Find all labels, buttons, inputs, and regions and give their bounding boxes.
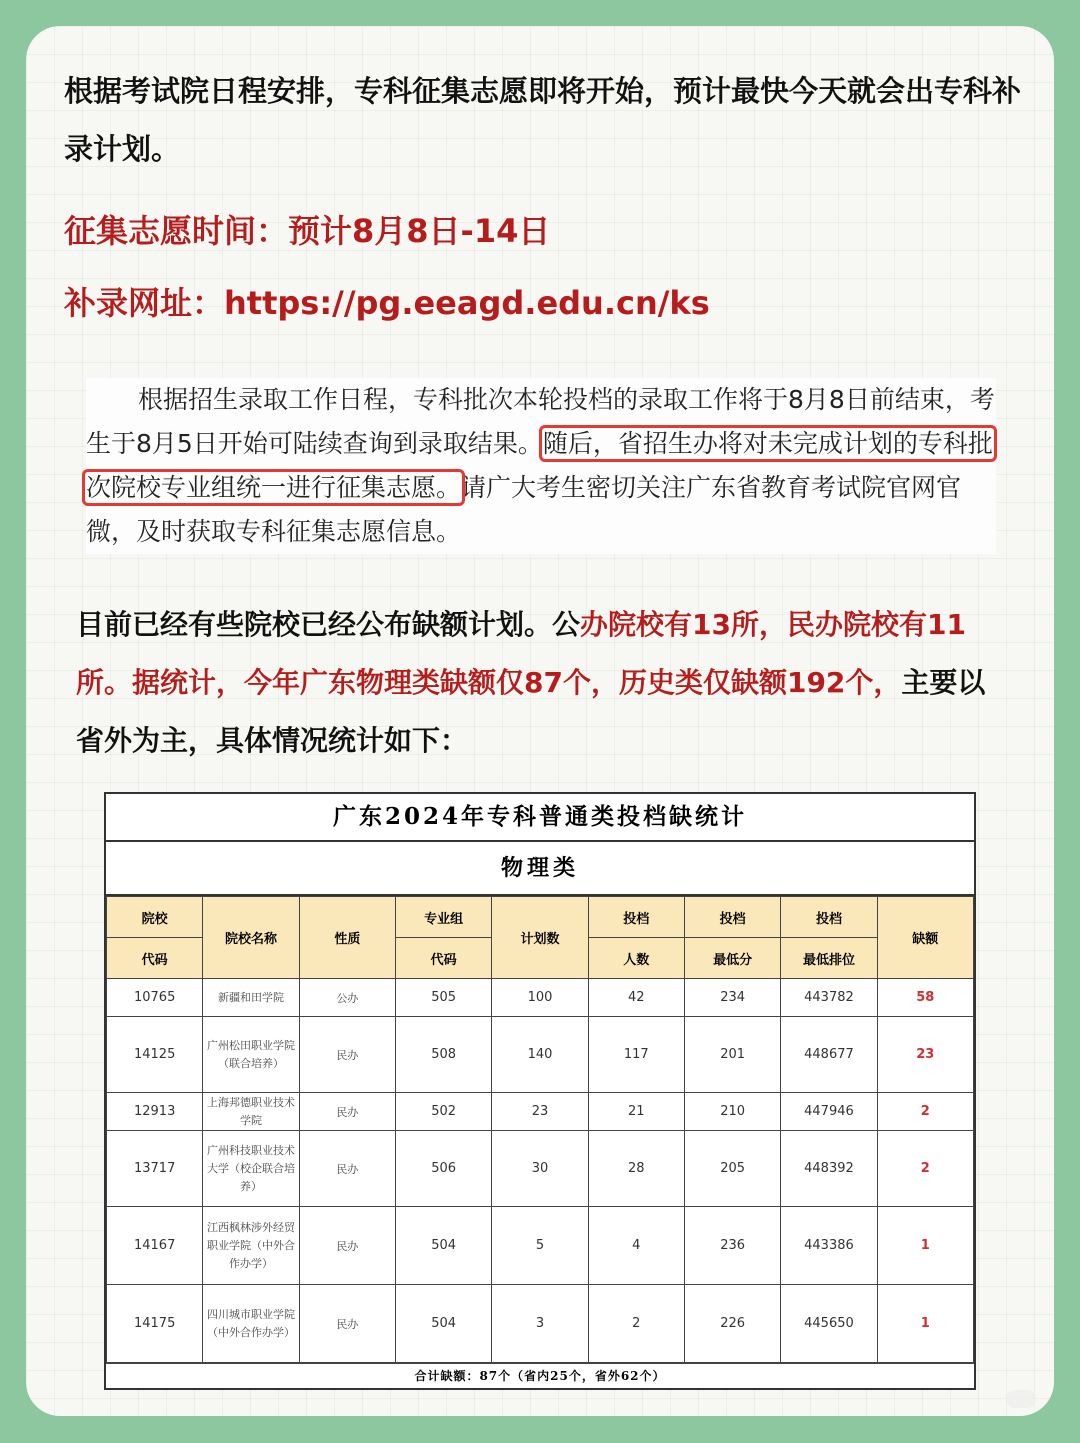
cell-people: 28 [588, 1131, 684, 1207]
cell-rank: 445650 [781, 1285, 877, 1363]
cell-plan: 30 [492, 1131, 588, 1207]
cell-name: 四川城市职业学院（中外合作办学） [203, 1285, 299, 1363]
cell-plan: 23 [492, 1093, 588, 1131]
header-code-bottom: 代码 [107, 938, 203, 979]
cell-name: 广州科技职业技术大学（校企联合培养） [203, 1131, 299, 1207]
cell-code: 12913 [107, 1093, 203, 1131]
table-subtitle: 物理类 [106, 842, 974, 896]
table-row [107, 1131, 974, 1207]
cell-name: 江西枫林涉外经贸职业学院（中外合作办学） [203, 1207, 299, 1285]
header-group-top: 专业组 [395, 897, 491, 938]
cell-plan: 3 [492, 1285, 588, 1363]
cell-gap: 1 [877, 1285, 973, 1363]
cell-score: 201 [684, 1017, 780, 1093]
cell-people: 2 [588, 1285, 684, 1363]
header-score-top: 投档 [684, 897, 780, 938]
summary-red: 办院校有13所，民办院校有11所。据统计，今年广东物理类缺额仅87个，历史类仅缺额192个， [76, 608, 966, 699]
notice-part-1: 根据招生录取工作日程，专科批次本轮投档的录取工作将于8月8日前结束，考生于8月5日开始可陆续查询到录取结果。 [86, 385, 995, 458]
summary-black: 目前已经有些院校已经公布缺额计划。公 [76, 608, 581, 641]
cell-kind: 民办 [299, 1285, 395, 1363]
cell-gap: 2 [877, 1093, 973, 1131]
cell-score: 205 [684, 1131, 780, 1207]
cell-name: 上海邦德职业技术学院 [203, 1093, 299, 1131]
notice-highlight: 随后，省招生办将对未完成计划的专科批次院校专业组统一进行征集志愿。 [86, 429, 993, 502]
table-row [107, 1207, 974, 1285]
cell-kind: 民办 [299, 1207, 395, 1285]
cell-code: 14167 [107, 1207, 203, 1285]
cell-gap: 1 [877, 1207, 973, 1285]
cell-rank: 447946 [781, 1093, 877, 1131]
header-kind: 性质 [299, 897, 395, 979]
table-row [107, 979, 974, 1017]
cell-score: 234 [684, 979, 780, 1017]
cell-group: 508 [395, 1017, 491, 1093]
cell-people: 117 [588, 1017, 684, 1093]
cell-kind: 民办 [299, 1017, 395, 1093]
content-card [26, 26, 1054, 1416]
intro-paragraph: 根据考试院日程安排，专科征集志愿即将开始，预计最快今天就会出专科补录计划。 [64, 74, 1022, 166]
table-title: 广东2024年专科普通类投档缺统计 [106, 794, 974, 842]
cell-code: 14125 [107, 1017, 203, 1093]
cell-kind: 民办 [299, 1093, 395, 1131]
header-people-top: 投档 [588, 897, 684, 938]
cell-group: 504 [395, 1285, 491, 1363]
cell-score: 226 [684, 1285, 780, 1363]
cell-kind: 民办 [299, 1131, 395, 1207]
cell-rank: 448392 [781, 1131, 877, 1207]
notice-part-2: 请广大考生密切关注广东省教育考试院官网官微，及时获取专科征集志愿信息。 [86, 473, 962, 546]
header-code-top: 院校 [107, 897, 203, 938]
cell-plan: 140 [492, 1017, 588, 1093]
header-plan: 计划数 [492, 897, 588, 979]
cell-rank: 443782 [781, 979, 877, 1017]
header-gap: 缺额 [877, 897, 973, 979]
cell-score: 236 [684, 1207, 780, 1285]
cell-gap: 58 [877, 979, 973, 1017]
cell-code: 10765 [107, 979, 203, 1017]
summary-tail: 主要以省外为主，具体情况统计如下： [76, 666, 986, 757]
cell-group: 505 [395, 979, 491, 1017]
cell-name: 新疆和田学院 [203, 979, 299, 1017]
cell-rank: 448677 [781, 1017, 877, 1093]
cell-people: 4 [588, 1207, 684, 1285]
cell-group: 506 [395, 1131, 491, 1207]
cell-gap: 23 [877, 1017, 973, 1093]
cell-code: 13717 [107, 1131, 203, 1207]
cell-gap: 2 [877, 1131, 973, 1207]
cell-people: 42 [588, 979, 684, 1017]
recruit-url[interactable]: 补录网址：https://pg.eeagd.edu.cn/ks [64, 284, 710, 322]
header-name: 院校名称 [203, 897, 299, 979]
cell-group: 504 [395, 1207, 491, 1285]
header-rank-top: 投档 [781, 897, 877, 938]
table-row [107, 1093, 974, 1131]
header-group-bottom: 代码 [395, 938, 491, 979]
cell-people: 21 [588, 1093, 684, 1131]
header-rank-bottom: 最低排位 [781, 938, 877, 979]
notice-excerpt [86, 378, 996, 554]
cell-rank: 443386 [781, 1207, 877, 1285]
table-row [107, 1285, 974, 1363]
cell-kind: 公办 [299, 979, 395, 1017]
table-row [107, 1017, 974, 1093]
header-people-bottom: 人数 [588, 938, 684, 979]
cell-group: 502 [395, 1093, 491, 1131]
cell-name: 广州松田职业学院（联合培养） [203, 1017, 299, 1093]
vacancy-table [104, 792, 976, 1390]
cell-score: 210 [684, 1093, 780, 1131]
summary-paragraph [76, 596, 1006, 770]
corner-badge [1006, 1390, 1036, 1408]
header-score-bottom: 最低分 [684, 938, 780, 979]
recruit-time: 征集志愿时间：预计8月8日-14日 [64, 212, 551, 250]
cell-plan: 100 [492, 979, 588, 1017]
cell-code: 14175 [107, 1285, 203, 1363]
table-total: 合计缺额：87个（省内25个，省外62个） [106, 1363, 974, 1388]
cell-plan: 5 [492, 1207, 588, 1285]
